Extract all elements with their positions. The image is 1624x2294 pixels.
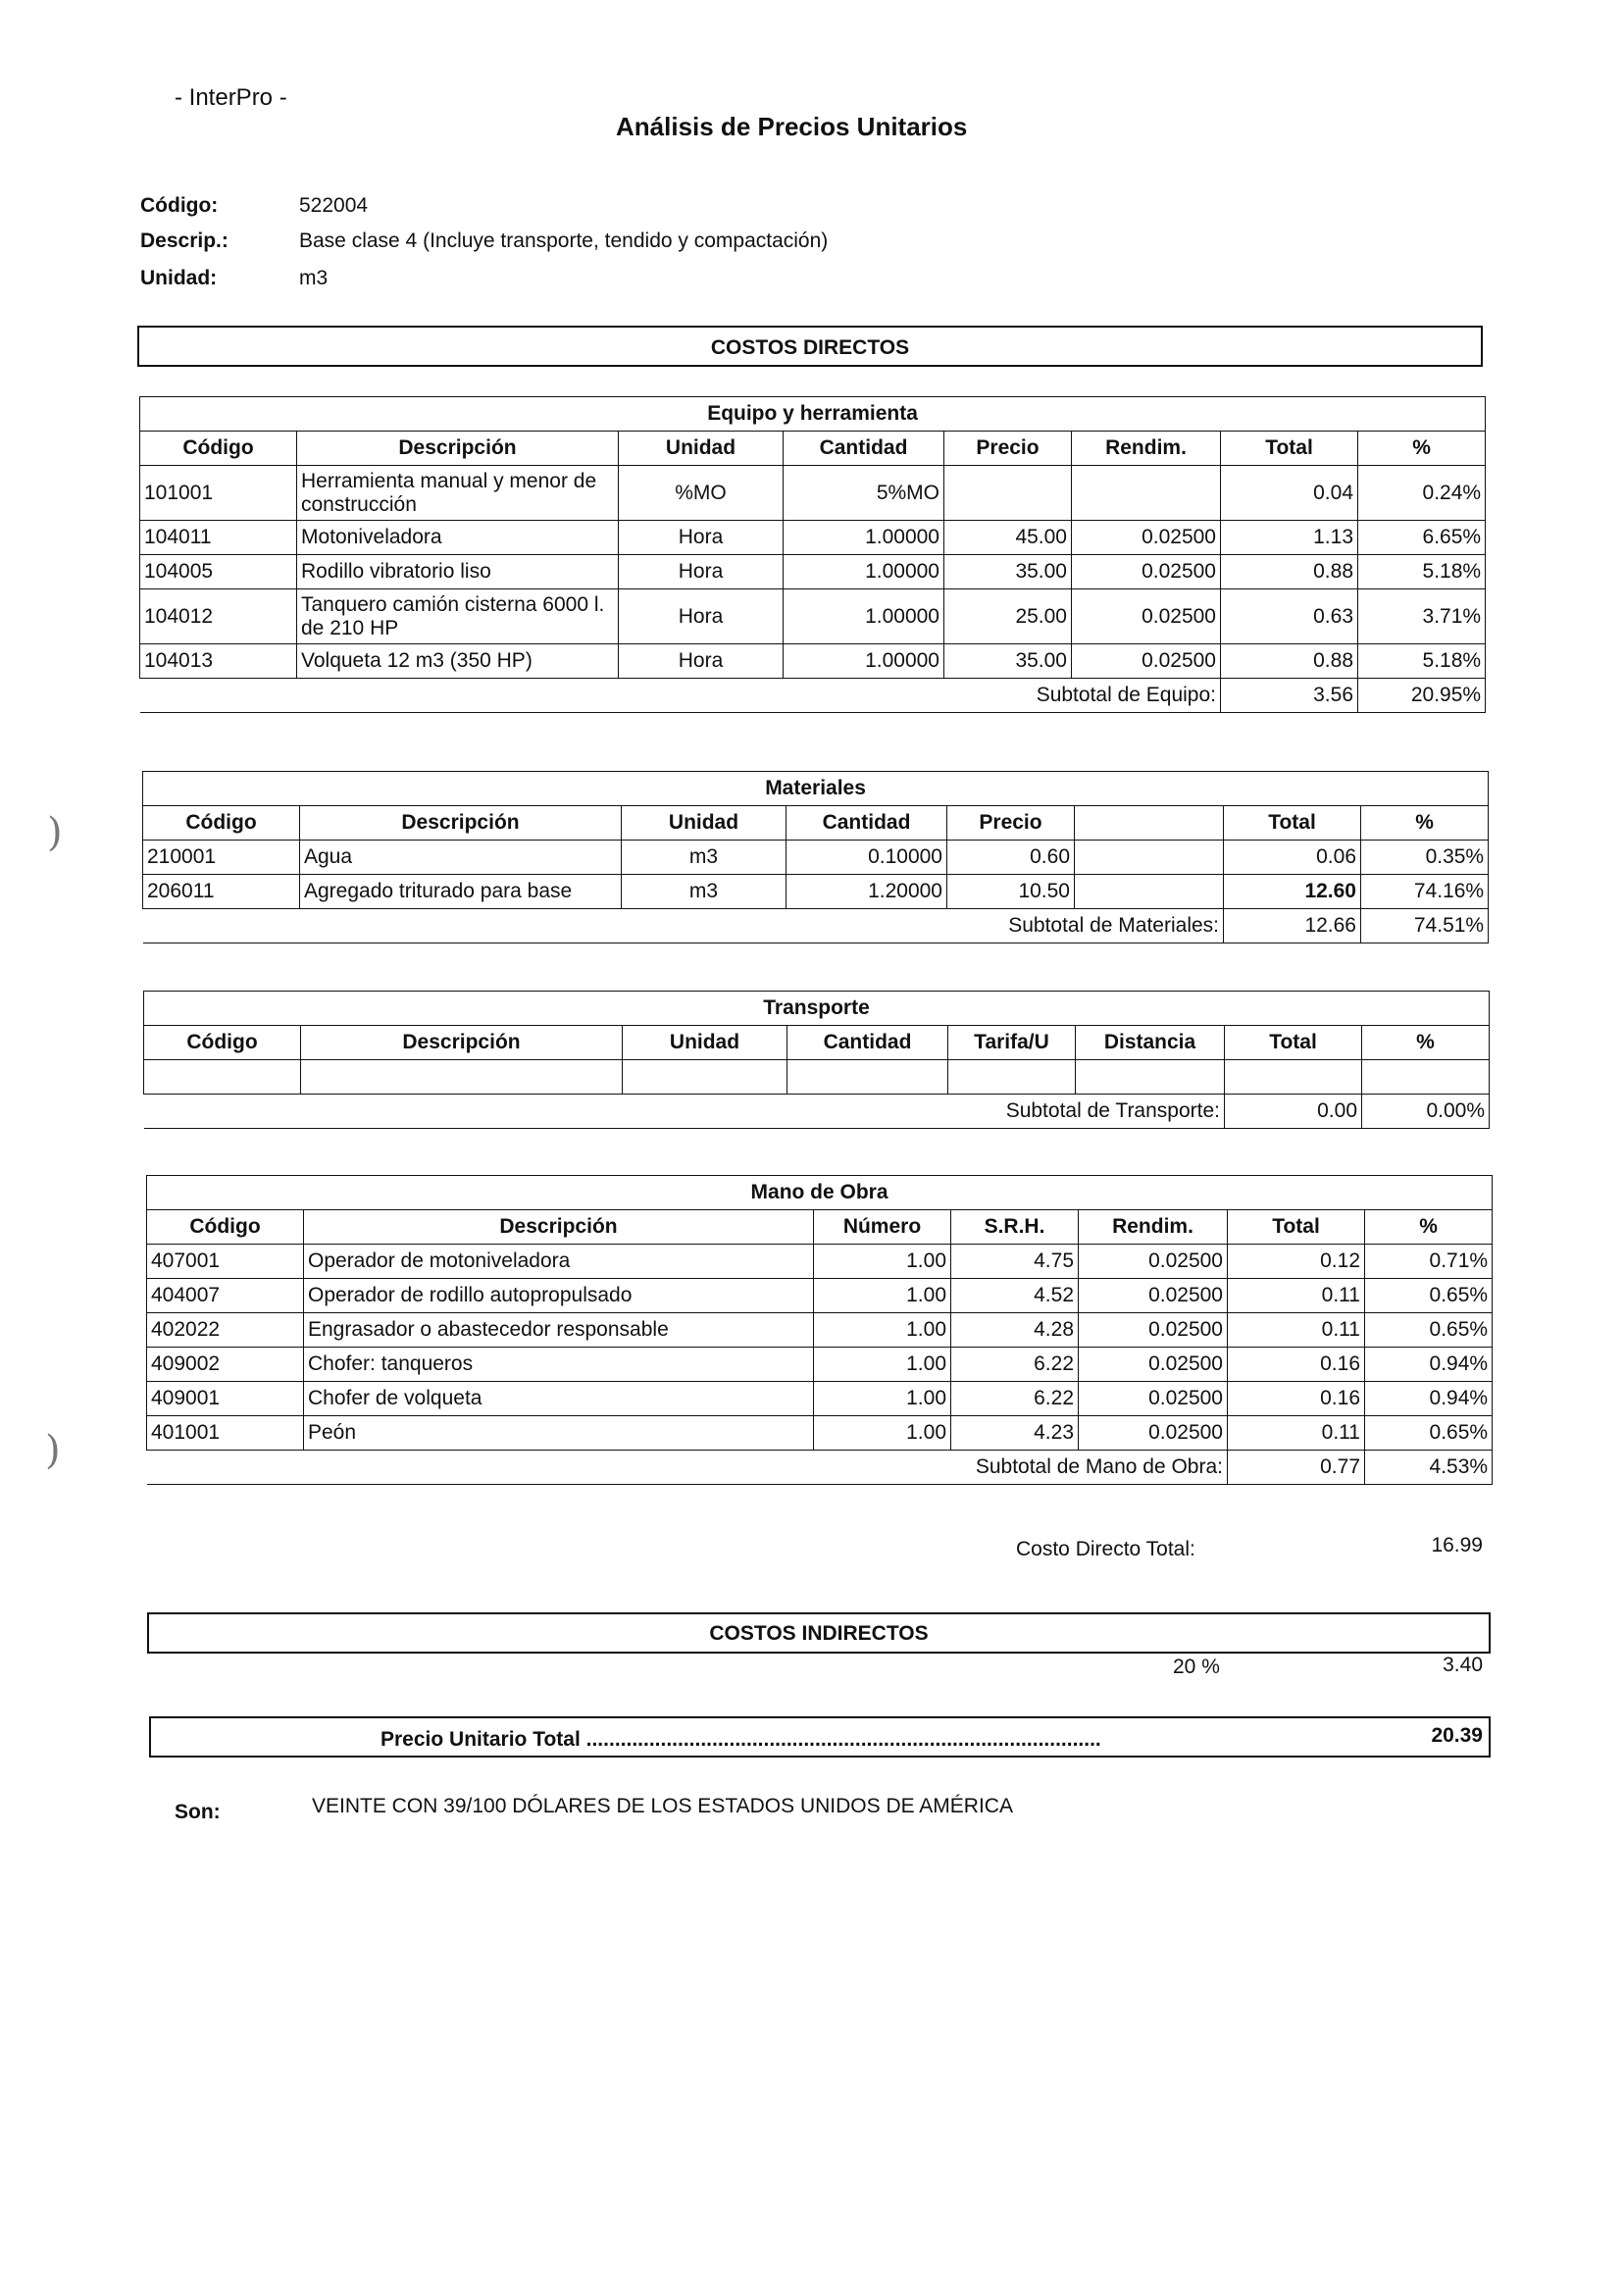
cell-descripcion: Engrasador o abastecedor responsable <box>304 1313 814 1348</box>
col-header: Total <box>1224 806 1361 841</box>
cell-codigo: 409001 <box>147 1382 304 1416</box>
cell-pct: 0.24% <box>1358 466 1486 521</box>
costo-directo-total-value: 16.99 <box>1431 1534 1483 1556</box>
col-header-empty <box>1075 806 1224 841</box>
subtotal-pct: 4.53% <box>1365 1451 1493 1485</box>
cell-codigo: 104011 <box>140 521 297 555</box>
cell-srh: 4.75 <box>951 1245 1079 1279</box>
table-row <box>147 1382 1493 1416</box>
cell-total: 0.63 <box>1221 589 1358 644</box>
cell-cantidad: 1.20000 <box>787 875 947 909</box>
col-header: Código <box>143 806 300 841</box>
cell-rendim: 0.02500 <box>1079 1279 1228 1313</box>
equipo-title: Equipo y herramienta <box>140 397 1486 432</box>
cell-total: 0.12 <box>1228 1245 1365 1279</box>
materiales-table <box>142 771 1489 943</box>
cell-pct: 0.35% <box>1361 841 1489 875</box>
cell-srh: 4.28 <box>951 1313 1079 1348</box>
cell-codigo: 104013 <box>140 644 297 679</box>
descrip-value: Base clase 4 (Incluye transporte, tendido y compactación) <box>299 229 829 252</box>
table-row <box>147 1313 1493 1348</box>
cell-pct: 5.18% <box>1358 555 1486 589</box>
equipo-table <box>139 396 1486 713</box>
mano-obra-title: Mano de Obra <box>147 1176 1493 1210</box>
cell-codigo: 104005 <box>140 555 297 589</box>
cell-total: 0.11 <box>1228 1416 1365 1451</box>
cell-total: 0.88 <box>1221 644 1358 679</box>
subtotal-row <box>147 1451 1493 1485</box>
scan-mark: ) <box>47 810 63 855</box>
mano-obra-table <box>146 1175 1493 1485</box>
table-row <box>140 555 1486 589</box>
cell-total: 12.60 <box>1224 875 1361 909</box>
precio-unitario-label: Precio Unitario Total .......................................................................................... <box>381 1728 1101 1751</box>
cell-rendim: 0.02500 <box>1079 1382 1228 1416</box>
cell-precio: 45.00 <box>944 521 1072 555</box>
cell-total: 0.88 <box>1221 555 1358 589</box>
cell-numero: 1.00 <box>814 1416 951 1451</box>
table-row <box>147 1245 1493 1279</box>
cell-numero: 1.00 <box>814 1279 951 1313</box>
cell-total: 0.16 <box>1228 1382 1365 1416</box>
cell-pct: 0.71% <box>1365 1245 1493 1279</box>
cell-srh: 6.22 <box>951 1382 1079 1416</box>
subtotal-row <box>140 679 1486 713</box>
cell-unidad: Hora <box>619 521 784 555</box>
subtotal-total: 3.56 <box>1221 679 1358 713</box>
col-header: % <box>1361 806 1489 841</box>
cell-descripcion: Motoniveladora <box>297 521 619 555</box>
table-row <box>140 644 1486 679</box>
cell-srh: 4.52 <box>951 1279 1079 1313</box>
cell-rendim: 0.02500 <box>1072 521 1221 555</box>
precio-unitario-value: 20.39 <box>1431 1724 1483 1747</box>
table-row <box>140 466 1486 521</box>
table-row <box>140 589 1486 644</box>
cell-codigo: 104012 <box>140 589 297 644</box>
col-header: Código <box>144 1026 301 1060</box>
transporte-table <box>143 991 1490 1129</box>
table-row <box>147 1279 1493 1313</box>
scan-mark: ) <box>45 1428 61 1473</box>
cell-cantidad: 5%MO <box>784 466 944 521</box>
col-header: Total <box>1225 1026 1362 1060</box>
col-header: % <box>1362 1026 1490 1060</box>
cell-unidad: m3 <box>622 841 787 875</box>
subtotal-total: 0.77 <box>1228 1451 1365 1485</box>
unidad-label: Unidad: <box>140 267 218 289</box>
col-header: Código <box>147 1210 304 1245</box>
col-header: Descripción <box>301 1026 623 1060</box>
cell-srh: 6.22 <box>951 1348 1079 1382</box>
unidad-value: m3 <box>299 267 329 289</box>
page-title: Análisis de Precios Unitarios <box>616 112 968 141</box>
subtotal-row <box>143 909 1489 943</box>
cell-precio: 25.00 <box>944 589 1072 644</box>
cell-descripcion: Agregado triturado para base <box>300 875 622 909</box>
cell-rendim: 0.02500 <box>1079 1313 1228 1348</box>
table-row-empty <box>144 1060 1490 1095</box>
cell-descripcion: Volqueta 12 m3 (350 HP) <box>297 644 619 679</box>
cell-pct: 0.94% <box>1365 1382 1493 1416</box>
cell-descripcion: Operador de motoniveladora <box>304 1245 814 1279</box>
cell-pct: 3.71% <box>1358 589 1486 644</box>
col-header: Tarifa/U <box>948 1026 1076 1060</box>
col-header: Unidad <box>619 432 784 466</box>
cell-descripcion: Chofer de volqueta <box>304 1382 814 1416</box>
col-header: Total <box>1228 1210 1365 1245</box>
brand-label: - InterPro - <box>175 84 287 111</box>
son-value: VEINTE CON 39/100 DÓLARES DE LOS ESTADOS UNIDOS DE AMÉRICA <box>312 1795 1013 1817</box>
cell-unidad: Hora <box>619 555 784 589</box>
table-row <box>143 841 1489 875</box>
cell-unidad: Hora <box>619 589 784 644</box>
col-header: Unidad <box>623 1026 787 1060</box>
cell-rendim: 0.02500 <box>1072 644 1221 679</box>
col-header: Unidad <box>622 806 787 841</box>
table-row <box>147 1416 1493 1451</box>
cell-numero: 1.00 <box>814 1245 951 1279</box>
cell-precio: 35.00 <box>944 644 1072 679</box>
cell-pct: 6.65% <box>1358 521 1486 555</box>
col-header: S.R.H. <box>951 1210 1079 1245</box>
cell-unidad: %MO <box>619 466 784 521</box>
col-header: Número <box>814 1210 951 1245</box>
table-row <box>143 875 1489 909</box>
subtotal-total: 0.00 <box>1225 1095 1362 1129</box>
subtotal-total: 12.66 <box>1224 909 1361 943</box>
col-header: Cantidad <box>787 806 947 841</box>
cell-descripcion: Agua <box>300 841 622 875</box>
col-header: Descripción <box>304 1210 814 1245</box>
cell-cantidad: 1.00000 <box>784 555 944 589</box>
cell-rendim: 0.02500 <box>1079 1416 1228 1451</box>
cell-rendim <box>1072 466 1221 521</box>
cell-total: 0.16 <box>1228 1348 1365 1382</box>
col-header: Descripción <box>297 432 619 466</box>
cell-rendim: 0.02500 <box>1072 589 1221 644</box>
table-row <box>147 1348 1493 1382</box>
cell-precio: 0.60 <box>947 841 1075 875</box>
cell-total: 0.11 <box>1228 1313 1365 1348</box>
cell-codigo: 409002 <box>147 1348 304 1382</box>
codigo-value: 522004 <box>299 194 369 217</box>
cell-rendim: 0.02500 <box>1079 1348 1228 1382</box>
costos-indirectos-title: COSTOS INDIRECTOS <box>709 1622 929 1645</box>
subtotal-label: Subtotal de Transporte: <box>144 1095 1225 1129</box>
col-header: Distancia <box>1076 1026 1225 1060</box>
indirectos-pct: 20 % <box>1173 1656 1220 1678</box>
indirectos-value: 3.40 <box>1443 1654 1483 1676</box>
table-row <box>140 521 1486 555</box>
cell-codigo: 407001 <box>147 1245 304 1279</box>
cell-codigo: 404007 <box>147 1279 304 1313</box>
cell-descripcion: Rodillo vibratorio liso <box>297 555 619 589</box>
cell-total: 0.04 <box>1221 466 1358 521</box>
cell-empty <box>1075 841 1224 875</box>
cell-empty <box>1075 875 1224 909</box>
cell-pct: 0.65% <box>1365 1279 1493 1313</box>
son-label: Son: <box>175 1801 221 1823</box>
cell-pct: 5.18% <box>1358 644 1486 679</box>
col-header: % <box>1358 432 1486 466</box>
codigo-label: Código: <box>140 194 219 217</box>
col-header: Descripción <box>300 806 622 841</box>
cell-unidad: Hora <box>619 644 784 679</box>
cell-cantidad: 1.00000 <box>784 521 944 555</box>
cell-codigo: 210001 <box>143 841 300 875</box>
cell-descripcion: Operador de rodillo autopropulsado <box>304 1279 814 1313</box>
col-header: Código <box>140 432 297 466</box>
precio-unitario-bar <box>149 1716 1491 1758</box>
materiales-title: Materiales <box>143 772 1489 806</box>
cell-descripcion: Herramienta manual y menor de construcción <box>297 466 619 521</box>
cell-numero: 1.00 <box>814 1382 951 1416</box>
subtotal-label: Subtotal de Mano de Obra: <box>147 1451 1228 1485</box>
cell-descripcion: Peón <box>304 1416 814 1451</box>
col-header: Precio <box>944 432 1072 466</box>
cell-codigo: 101001 <box>140 466 297 521</box>
col-header: Rendim. <box>1079 1210 1228 1245</box>
costos-directos-title: COSTOS DIRECTOS <box>710 336 910 359</box>
cell-precio <box>944 466 1072 521</box>
col-header: Total <box>1221 432 1358 466</box>
col-header: Cantidad <box>787 1026 948 1060</box>
col-header: Cantidad <box>784 432 944 466</box>
cell-precio: 35.00 <box>944 555 1072 589</box>
cell-pct: 74.16% <box>1361 875 1489 909</box>
col-header: % <box>1365 1210 1493 1245</box>
cell-codigo: 206011 <box>143 875 300 909</box>
subtotal-pct: 0.00% <box>1362 1095 1490 1129</box>
costo-directo-total-label: Costo Directo Total: <box>1016 1538 1195 1560</box>
cell-numero: 1.00 <box>814 1348 951 1382</box>
col-header: Rendim. <box>1072 432 1221 466</box>
subtotal-label: Subtotal de Equipo: <box>140 679 1221 713</box>
cell-pct: 0.94% <box>1365 1348 1493 1382</box>
subtotal-label: Subtotal de Materiales: <box>143 909 1224 943</box>
descrip-label: Descrip.: <box>140 229 228 252</box>
cell-unidad: m3 <box>622 875 787 909</box>
subtotal-pct: 74.51% <box>1361 909 1489 943</box>
cell-descripcion: Tanquero camión cisterna 6000 l. de 210 HP <box>297 589 619 644</box>
cell-pct: 0.65% <box>1365 1416 1493 1451</box>
cell-pct: 0.65% <box>1365 1313 1493 1348</box>
costos-directos-bar <box>137 326 1483 367</box>
cell-cantidad: 0.10000 <box>787 841 947 875</box>
cell-total: 0.06 <box>1224 841 1361 875</box>
cell-cantidad: 1.00000 <box>784 589 944 644</box>
transporte-title: Transporte <box>144 992 1490 1026</box>
cell-rendim: 0.02500 <box>1072 555 1221 589</box>
costos-indirectos-bar <box>147 1612 1491 1654</box>
cell-total: 0.11 <box>1228 1279 1365 1313</box>
cell-cantidad: 1.00000 <box>784 644 944 679</box>
subtotal-pct: 20.95% <box>1358 679 1486 713</box>
cell-precio: 10.50 <box>947 875 1075 909</box>
subtotal-row <box>144 1095 1490 1129</box>
cell-descripcion: Chofer: tanqueros <box>304 1348 814 1382</box>
cell-codigo: 402022 <box>147 1313 304 1348</box>
col-header: Precio <box>947 806 1075 841</box>
cell-codigo: 401001 <box>147 1416 304 1451</box>
cell-rendim: 0.02500 <box>1079 1245 1228 1279</box>
cell-srh: 4.23 <box>951 1416 1079 1451</box>
cell-numero: 1.00 <box>814 1313 951 1348</box>
cell-total: 1.13 <box>1221 521 1358 555</box>
